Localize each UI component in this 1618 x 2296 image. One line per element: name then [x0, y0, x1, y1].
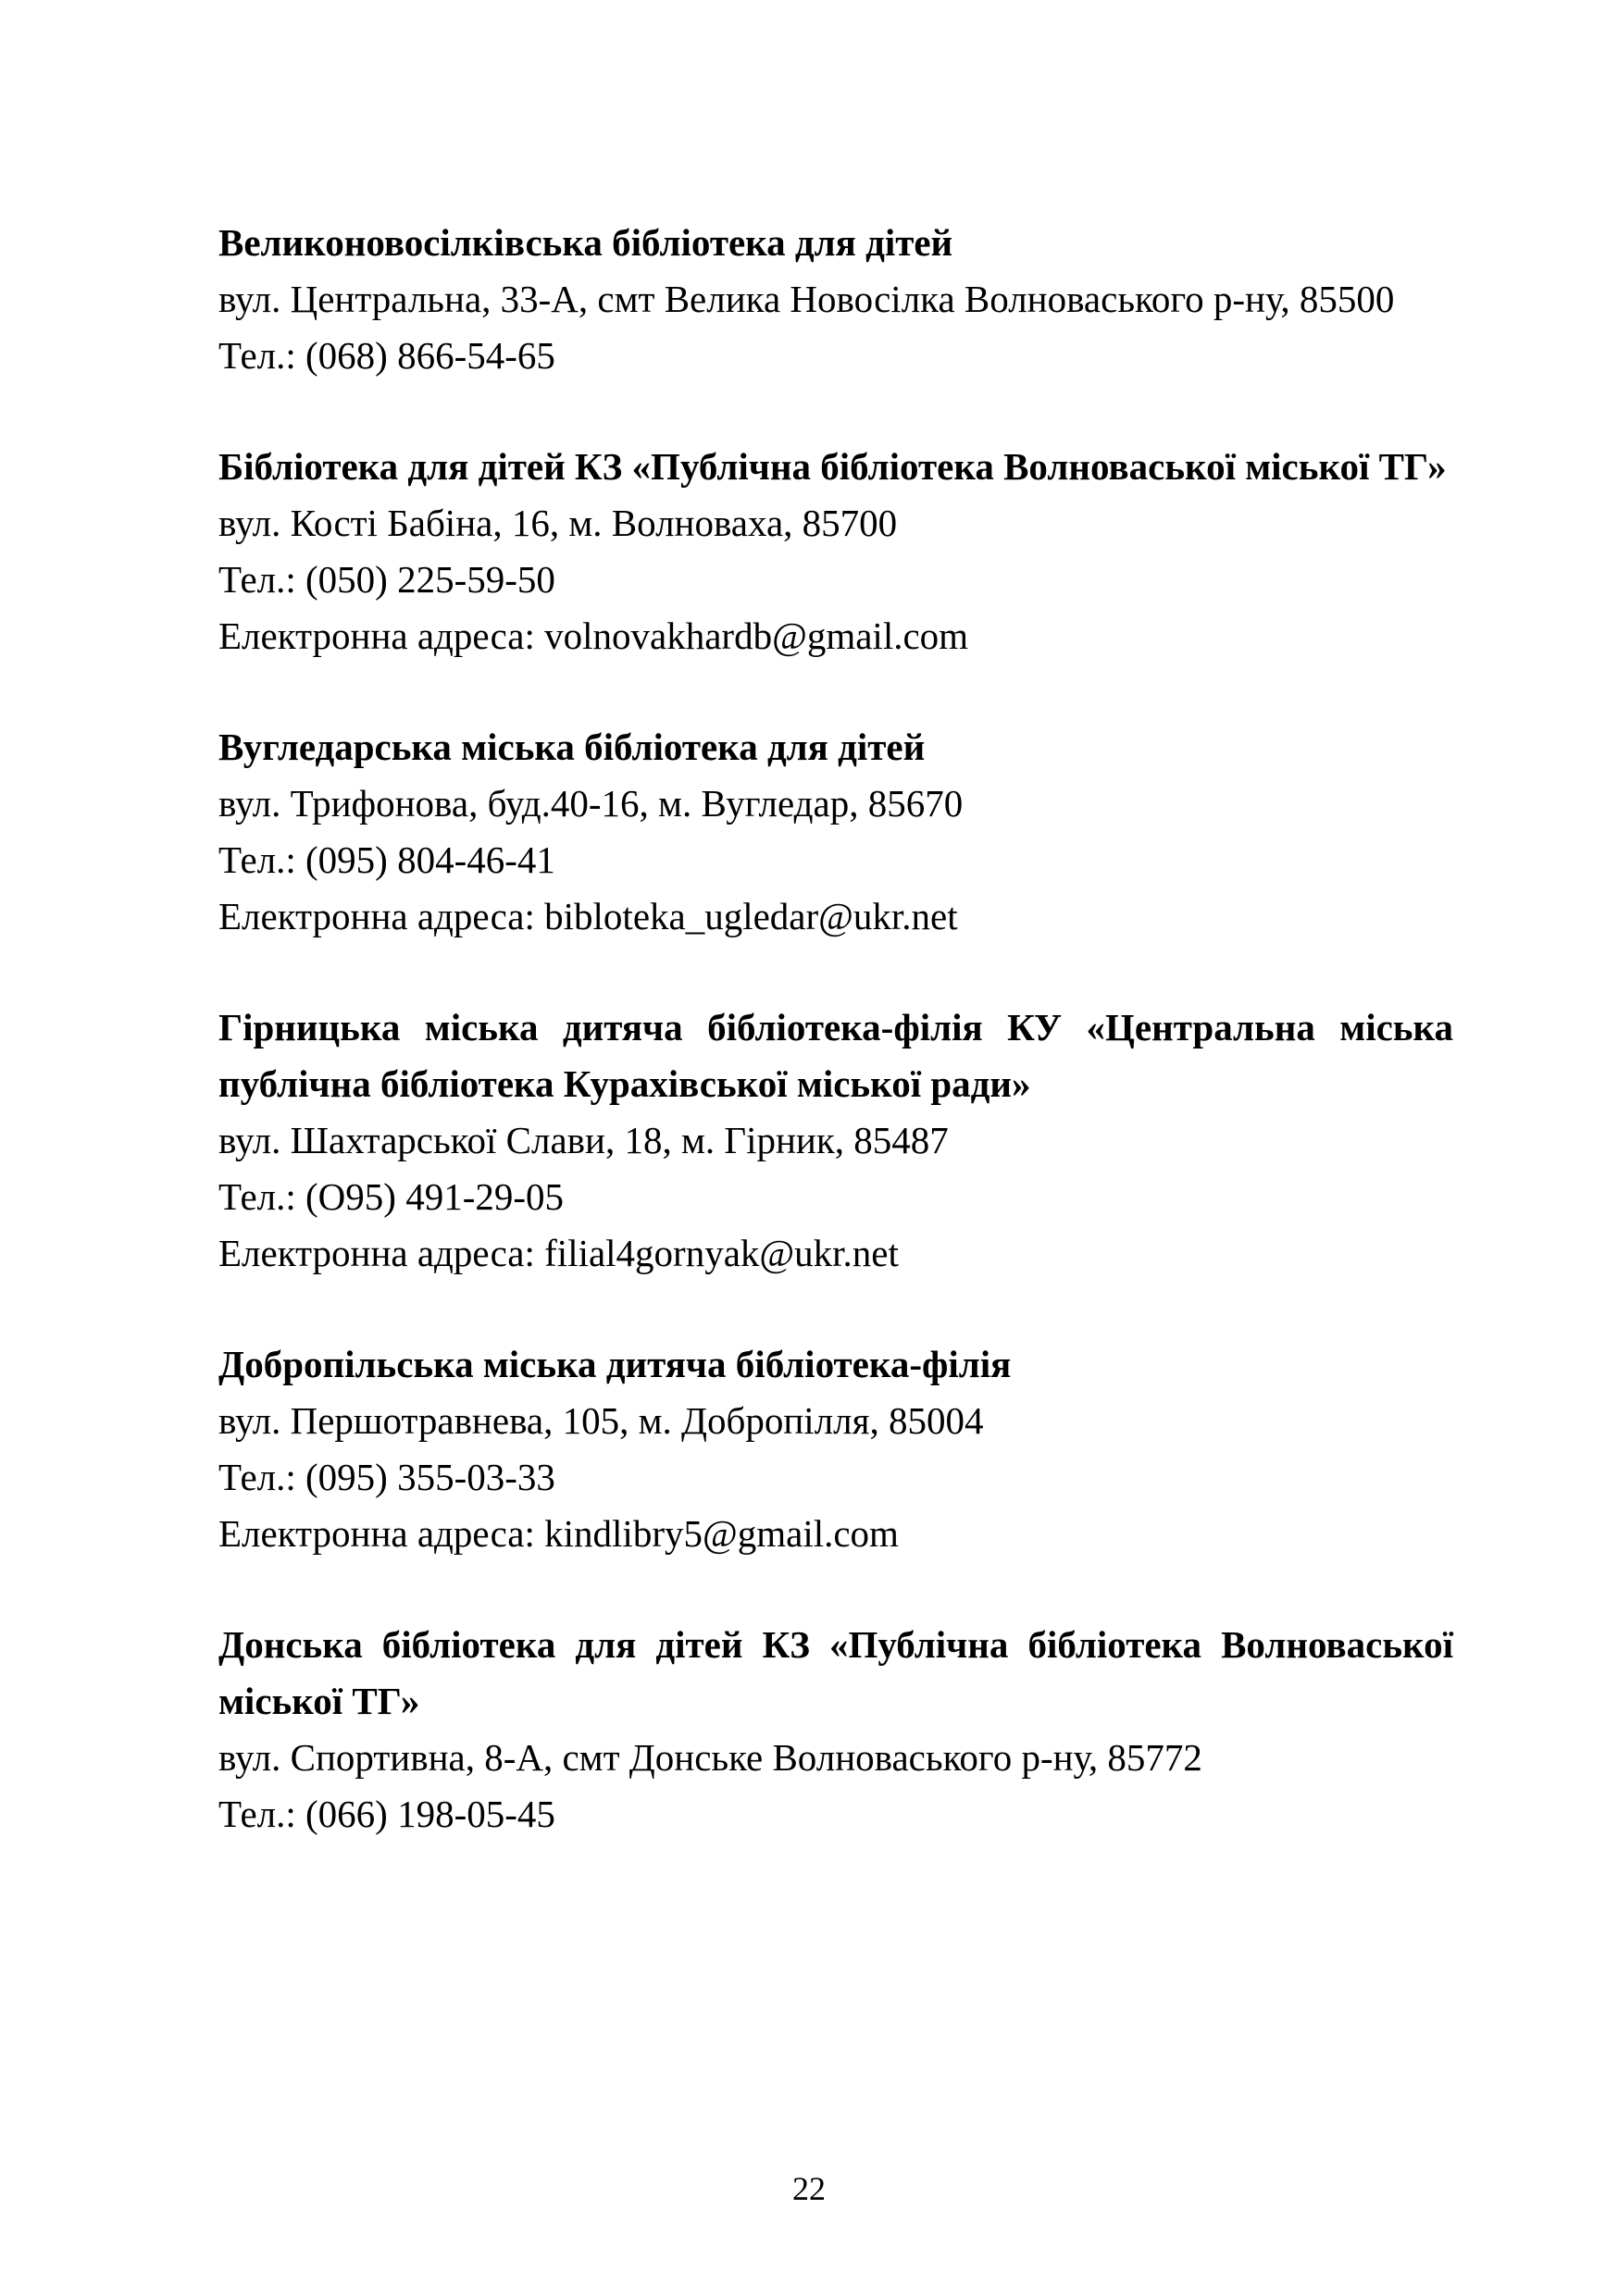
library-phone: Тел.: (095) 804-46-41 [218, 838, 555, 881]
library-email: Електронна адреса: kindlibry5@gmail.com [218, 1512, 899, 1555]
library-name: Вугледарська міська бібліотека для дітей [218, 726, 926, 768]
library-address: вул. Шахтарської Слави, 18, м. Гірник, 85487 [218, 1119, 949, 1161]
library-name: Донська бібліотека для дітей КЗ «Публічна бібліотека Волноваської міської ТГ» [218, 1623, 1453, 1722]
library-name: Бібліотека для дітей КЗ «Публічна бібліотека Волноваської міської ТГ» [218, 445, 1447, 488]
library-phone: Тел.: (050) 225-59-50 [218, 558, 555, 601]
library-address: вул. Першотравнева, 105, м. Добропілля, 85004 [218, 1399, 984, 1442]
library-address: вул. Центральна, 33-А, смт Велика Новосілка Волноваського р-ну, 85500 [218, 278, 1395, 320]
library-name: Добропільська міська дитяча бібліотека-філія [218, 1343, 1012, 1385]
library-address: вул. Трифонова, буд.40-16, м. Вугледар, 85670 [218, 782, 964, 825]
document-body [218, 215, 1453, 1897]
library-address: вул. Спортивна, 8-А, смт Донське Волноваського р-ну, 85772 [218, 1736, 1202, 1779]
library-phone: Тел.: (О95) 491-29-05 [218, 1175, 565, 1218]
page-number: 22 [792, 2170, 826, 2207]
library-entry-velykonovosilkivska [218, 215, 1453, 384]
library-phone: Тел.: (095) 355-03-33 [218, 1456, 555, 1498]
library-name: Великоновосілківська бібліотека для дітей [218, 221, 953, 264]
library-email: Електронна адреса: bibloteka_ugledar@ukr.net [218, 895, 958, 937]
library-entry-vuhledar [218, 719, 1453, 945]
library-phone: Тел.: (068) 866-54-65 [218, 334, 555, 377]
library-phone: Тел.: (066) 198-05-45 [218, 1793, 555, 1835]
library-address: вул. Кості Бабіна, 16, м. Волноваха, 85700 [218, 502, 898, 544]
library-email: Електронна адреса: filial4gornyak@ukr.net [218, 1232, 899, 1274]
library-entry-dobropillia [218, 1336, 1453, 1562]
library-email: Електронна адреса: volnovakhardb@gmail.com [218, 614, 969, 657]
library-entry-hirnyk [218, 999, 1453, 1282]
library-entry-volnovakha [218, 439, 1453, 664]
library-name: Гірницька міська дитяча бібліотека-філія КУ «Центральна міська публічна бібліотека Курахівської міської ради» [218, 1006, 1453, 1105]
library-entry-donske [218, 1617, 1453, 1843]
